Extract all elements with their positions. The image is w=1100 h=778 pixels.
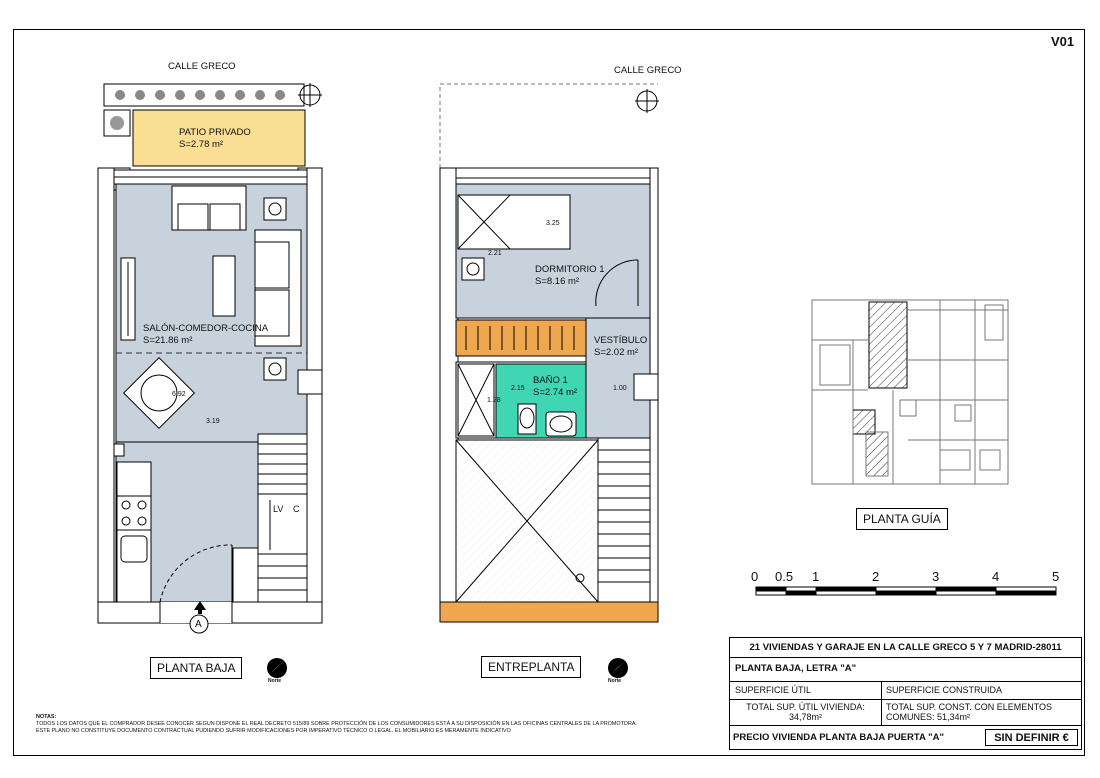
- unit-title: PLANTA BAJA, LETRA "A": [735, 663, 857, 674]
- divider: [730, 681, 1081, 682]
- planta-baja-title: PLANTA BAJA: [150, 657, 242, 679]
- notes-heading: NOTAS:: [36, 714, 57, 720]
- planta-baja-plan: [98, 83, 322, 633]
- divider: [730, 725, 1081, 726]
- sheet-code: V01: [1051, 34, 1075, 49]
- street-label-entreplanta: CALLE GRECO: [614, 65, 682, 76]
- built-area-label: TOTAL SUP. CONST. CON ELEMENTOS: [886, 702, 1053, 712]
- vestibulo-name: VESTÍBULO: [594, 335, 648, 346]
- project-title: 21 VIVIENDAS Y GARAJE EN LA CALLE GRECO 5 Y 7 MADRID-28011: [730, 638, 1081, 658]
- scale-tick-label: 0: [751, 569, 759, 584]
- scale-bar: [756, 587, 1056, 595]
- planter-plants: [115, 90, 285, 100]
- built-area-header: SUPERFICIE CONSTRUIDA: [886, 685, 1003, 695]
- patio-name: PATIO PRIVADO: [179, 127, 251, 138]
- north-label: Norte: [608, 678, 622, 684]
- scale-tick-label: 1: [812, 569, 820, 584]
- notes-line: ESTE PLANO NO CONSTITUYE DOCUMENTO CONTRACTUAL PUDIENDO SUFRIR MODIFICACIONES POR IMPERATIVO TÉCNICO O LEGAL. EL MOBILIARIO ES MERAMENTE INDICATIVO: [36, 728, 511, 734]
- notes: [36, 714, 696, 735]
- bano-area: S=2.74 m²: [533, 387, 578, 398]
- dormitorio-name: DORMITORIO 1: [535, 264, 605, 275]
- c-label: C: [293, 504, 300, 514]
- lv-label: LV: [273, 504, 284, 514]
- scale-tick-label: 5: [1052, 569, 1060, 584]
- street-label-planta-baja: CALLE GRECO: [168, 61, 236, 72]
- price-label: PRECIO VIVIENDA PLANTA BAJA PUERTA "A": [733, 732, 944, 743]
- dimension-label: 6.92: [172, 391, 186, 398]
- dimension-label: 3.25: [546, 220, 560, 227]
- dimension-label: 1.00: [613, 385, 627, 392]
- useful-area-header: SUPERFICIE ÚTIL: [735, 685, 812, 695]
- title-block: [729, 637, 1082, 750]
- vestibulo-area: S=2.02 m²: [594, 347, 639, 358]
- guide-title: PLANTA GUÍA: [856, 508, 948, 530]
- entry-marker: A: [195, 619, 202, 630]
- notes-line: TODOS LOS DATOS QUE EL COMPRADOR DESEE CONOCER SEGUN DISPONE EL REAL DECRETO 515/89 SOBRE PROTECCIÓN DE LOS CONSUMIDORES ESTÁ A SU DISPOSICIÓN EN LAS OFICINAS CENTRALES DE LA PROMOTORA.: [36, 721, 637, 727]
- divider: [730, 699, 1081, 700]
- entreplanta-title: ENTREPLANTA: [481, 656, 581, 678]
- price-value: SIN DEFINIR €: [985, 729, 1078, 746]
- north-label: Norte: [268, 678, 282, 684]
- dimension-label: 2.21: [488, 250, 502, 257]
- dormitorio-area: S=8.16 m²: [535, 276, 580, 287]
- bano-name: BAÑO 1: [533, 375, 568, 386]
- dimension-label: 2.15: [511, 385, 525, 392]
- scale-tick-label: 2: [872, 569, 880, 584]
- useful-area-value: 34,78m²: [788, 712, 823, 722]
- scale-tick-label: 3: [932, 569, 940, 584]
- guide-plan-drawing: [812, 300, 1008, 484]
- useful-area-label: TOTAL SUP. ÚTIL VIVIENDA:: [746, 702, 865, 712]
- dimension-label: 1.28: [487, 397, 501, 404]
- divider: [881, 681, 882, 725]
- scale-tick-label: 4: [992, 569, 1000, 584]
- patio-area: S=2.78 m²: [179, 139, 224, 150]
- dimension-label: 3.19: [206, 418, 220, 425]
- built-area-value: COMUNES: 51,34m²: [886, 712, 971, 722]
- salon-name: SALÓN-COMEDOR-COCINA: [143, 323, 269, 334]
- scale-tick-label: 0.5: [775, 569, 794, 584]
- salon-area: S=21.86 m²: [143, 335, 193, 346]
